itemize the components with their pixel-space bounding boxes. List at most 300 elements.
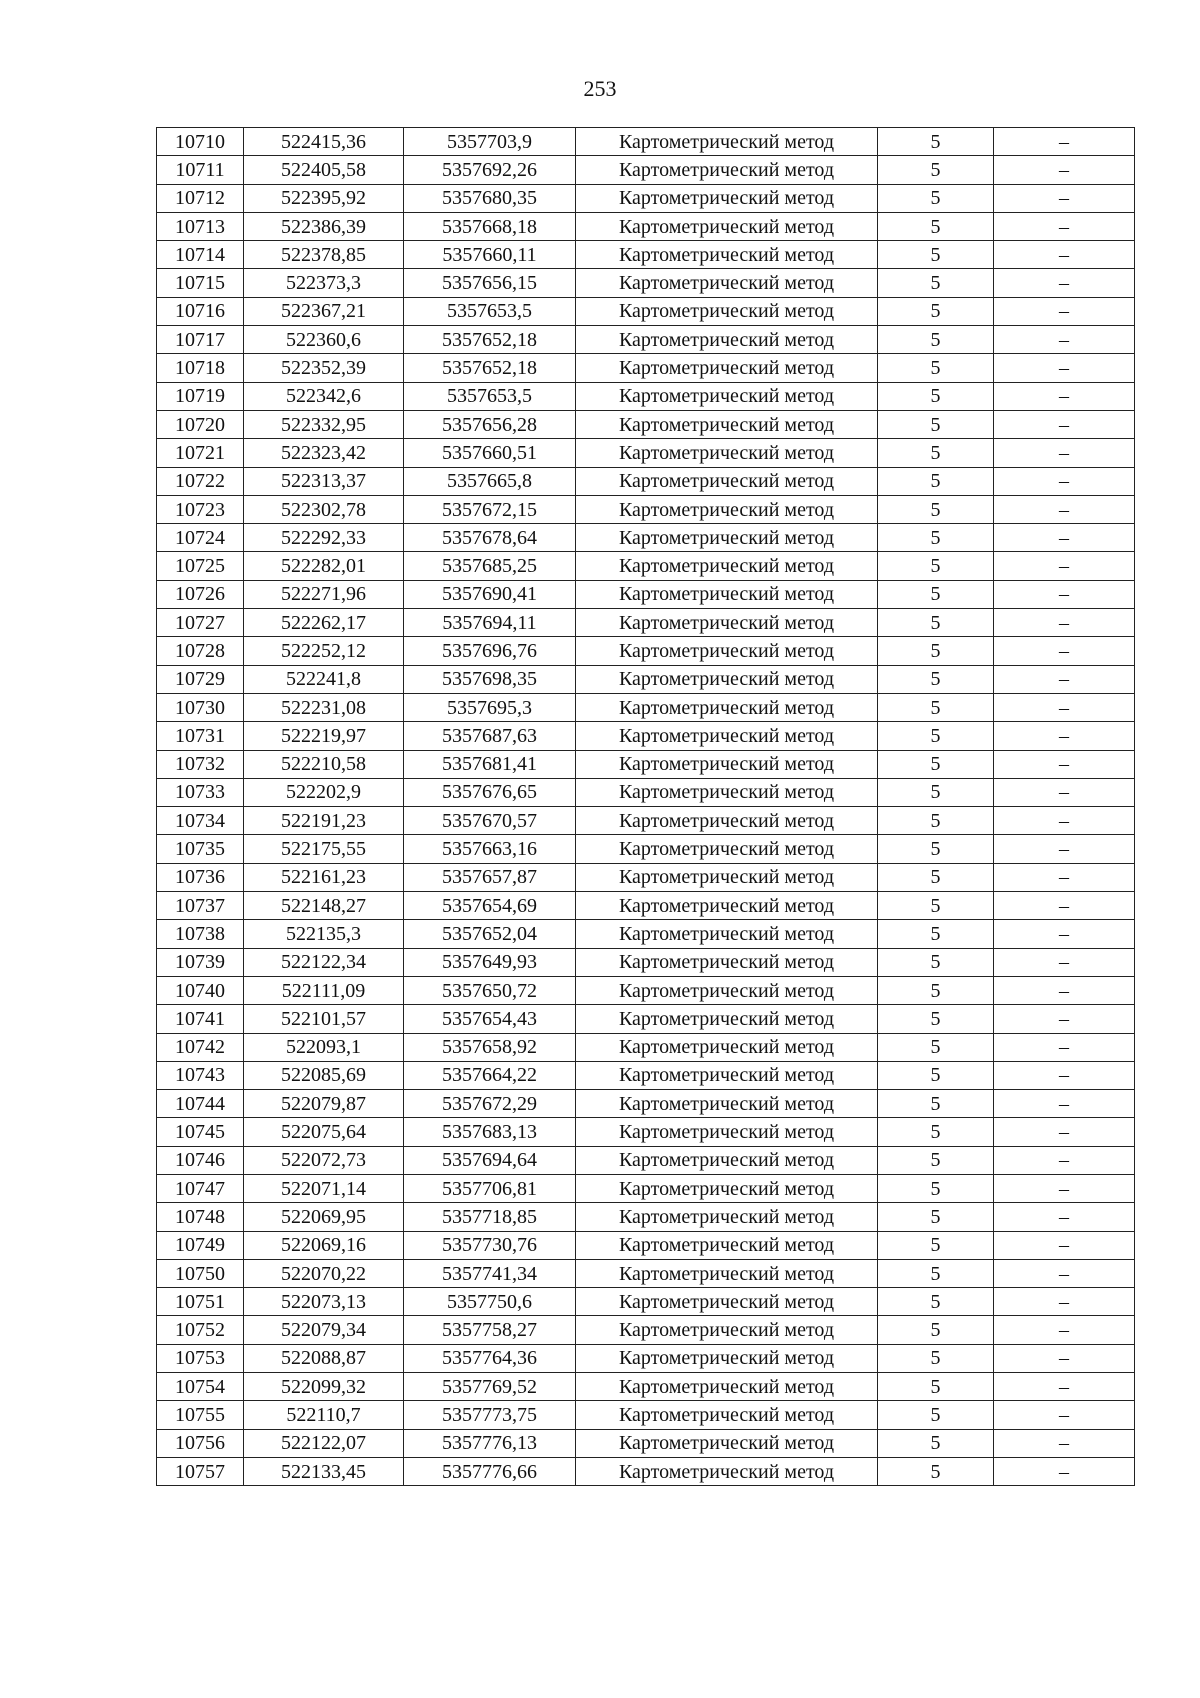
y-coordinate-cell: 5357690,41 xyxy=(404,580,576,608)
table-row xyxy=(157,1259,1135,1287)
method-cell: Картометрический метод xyxy=(576,212,878,240)
y-coordinate-cell: 5357730,76 xyxy=(404,1231,576,1259)
note-cell: – xyxy=(994,835,1135,863)
point-number-cell: 10718 xyxy=(157,354,244,382)
x-coordinate-cell: 522373,3 xyxy=(244,269,404,297)
accuracy-cell: 5 xyxy=(878,212,994,240)
note-cell: – xyxy=(994,326,1135,354)
y-coordinate-cell: 5357664,22 xyxy=(404,1061,576,1089)
note-cell: – xyxy=(994,609,1135,637)
accuracy-cell: 5 xyxy=(878,467,994,495)
x-coordinate-cell: 522262,17 xyxy=(244,609,404,637)
method-cell: Картометрический метод xyxy=(576,1118,878,1146)
note-cell: – xyxy=(994,184,1135,212)
method-cell: Картометрический метод xyxy=(576,835,878,863)
point-number-cell: 10726 xyxy=(157,580,244,608)
x-coordinate-cell: 522271,96 xyxy=(244,580,404,608)
accuracy-cell: 5 xyxy=(878,241,994,269)
accuracy-cell: 5 xyxy=(878,835,994,863)
table-row xyxy=(157,1231,1135,1259)
note-cell: – xyxy=(994,976,1135,1004)
table-row xyxy=(157,241,1135,269)
y-coordinate-cell: 5357776,66 xyxy=(404,1457,576,1485)
y-coordinate-cell: 5357698,35 xyxy=(404,665,576,693)
note-cell: – xyxy=(994,297,1135,325)
accuracy-cell: 5 xyxy=(878,580,994,608)
page-number: 253 xyxy=(583,76,617,101)
table-row xyxy=(157,1005,1135,1033)
y-coordinate-cell: 5357758,27 xyxy=(404,1316,576,1344)
note-cell: – xyxy=(994,1174,1135,1202)
method-cell: Картометрический метод xyxy=(576,1457,878,1485)
method-cell: Картометрический метод xyxy=(576,609,878,637)
x-coordinate-cell: 522073,13 xyxy=(244,1288,404,1316)
table-row xyxy=(157,1457,1135,1485)
table-row xyxy=(157,1203,1135,1231)
x-coordinate-cell: 522161,23 xyxy=(244,863,404,891)
accuracy-cell: 5 xyxy=(878,410,994,438)
note-cell: – xyxy=(994,1457,1135,1485)
x-coordinate-cell: 522282,01 xyxy=(244,552,404,580)
coordinates-table xyxy=(156,127,1135,1486)
x-coordinate-cell: 522360,6 xyxy=(244,326,404,354)
point-number-cell: 10729 xyxy=(157,665,244,693)
note-cell: – xyxy=(994,580,1135,608)
table-row xyxy=(157,750,1135,778)
x-coordinate-cell: 522395,92 xyxy=(244,184,404,212)
table-row xyxy=(157,1288,1135,1316)
table-row xyxy=(157,1373,1135,1401)
note-cell: – xyxy=(994,892,1135,920)
point-number-cell: 10733 xyxy=(157,778,244,806)
table-row xyxy=(157,354,1135,382)
point-number-cell: 10746 xyxy=(157,1146,244,1174)
note-cell: – xyxy=(994,778,1135,806)
table-row xyxy=(157,1401,1135,1429)
note-cell: – xyxy=(994,156,1135,184)
y-coordinate-cell: 5357660,11 xyxy=(404,241,576,269)
note-cell: – xyxy=(994,1344,1135,1372)
accuracy-cell: 5 xyxy=(878,524,994,552)
y-coordinate-cell: 5357668,18 xyxy=(404,212,576,240)
method-cell: Картометрический метод xyxy=(576,665,878,693)
note-cell: – xyxy=(994,1033,1135,1061)
accuracy-cell: 5 xyxy=(878,778,994,806)
table-row xyxy=(157,1061,1135,1089)
table-row xyxy=(157,722,1135,750)
accuracy-cell: 5 xyxy=(878,1401,994,1429)
point-number-cell: 10728 xyxy=(157,637,244,665)
table-row xyxy=(157,948,1135,976)
method-cell: Картометрический метод xyxy=(576,778,878,806)
table-row xyxy=(157,1146,1135,1174)
x-coordinate-cell: 522088,87 xyxy=(244,1344,404,1372)
note-cell: – xyxy=(994,241,1135,269)
x-coordinate-cell: 522135,3 xyxy=(244,920,404,948)
table-row xyxy=(157,665,1135,693)
accuracy-cell: 5 xyxy=(878,892,994,920)
table-row xyxy=(157,1429,1135,1457)
point-number-cell: 10719 xyxy=(157,382,244,410)
table-row xyxy=(157,128,1135,156)
method-cell: Картометрический метод xyxy=(576,410,878,438)
method-cell: Картометрический метод xyxy=(576,354,878,382)
note-cell: – xyxy=(994,354,1135,382)
method-cell: Картометрический метод xyxy=(576,580,878,608)
x-coordinate-cell: 522405,58 xyxy=(244,156,404,184)
method-cell: Картометрический метод xyxy=(576,1146,878,1174)
y-coordinate-cell: 5357718,85 xyxy=(404,1203,576,1231)
note-cell: – xyxy=(994,665,1135,693)
point-number-cell: 10715 xyxy=(157,269,244,297)
point-number-cell: 10720 xyxy=(157,410,244,438)
x-coordinate-cell: 522332,95 xyxy=(244,410,404,438)
method-cell: Картометрический метод xyxy=(576,1429,878,1457)
note-cell: – xyxy=(994,1288,1135,1316)
note-cell: – xyxy=(994,693,1135,721)
y-coordinate-cell: 5357680,35 xyxy=(404,184,576,212)
x-coordinate-cell: 522342,6 xyxy=(244,382,404,410)
x-coordinate-cell: 522079,87 xyxy=(244,1090,404,1118)
point-number-cell: 10740 xyxy=(157,976,244,1004)
point-number-cell: 10741 xyxy=(157,1005,244,1033)
note-cell: – xyxy=(994,807,1135,835)
table-row xyxy=(157,495,1135,523)
y-coordinate-cell: 5357676,65 xyxy=(404,778,576,806)
table-row xyxy=(157,212,1135,240)
method-cell: Картометрический метод xyxy=(576,892,878,920)
method-cell: Картометрический метод xyxy=(576,863,878,891)
note-cell: – xyxy=(994,552,1135,580)
y-coordinate-cell: 5357685,25 xyxy=(404,552,576,580)
note-cell: – xyxy=(994,439,1135,467)
note-cell: – xyxy=(994,1090,1135,1118)
x-coordinate-cell: 522241,8 xyxy=(244,665,404,693)
note-cell: – xyxy=(994,1005,1135,1033)
accuracy-cell: 5 xyxy=(878,297,994,325)
y-coordinate-cell: 5357663,16 xyxy=(404,835,576,863)
method-cell: Картометрический метод xyxy=(576,807,878,835)
y-coordinate-cell: 5357658,92 xyxy=(404,1033,576,1061)
y-coordinate-cell: 5357750,6 xyxy=(404,1288,576,1316)
point-number-cell: 10751 xyxy=(157,1288,244,1316)
accuracy-cell: 5 xyxy=(878,807,994,835)
x-coordinate-cell: 522075,64 xyxy=(244,1118,404,1146)
y-coordinate-cell: 5357696,76 xyxy=(404,637,576,665)
point-number-cell: 10712 xyxy=(157,184,244,212)
point-number-cell: 10754 xyxy=(157,1373,244,1401)
x-coordinate-cell: 522069,16 xyxy=(244,1231,404,1259)
method-cell: Картометрический метод xyxy=(576,467,878,495)
note-cell: – xyxy=(994,1401,1135,1429)
accuracy-cell: 5 xyxy=(878,269,994,297)
note-cell: – xyxy=(994,863,1135,891)
point-number-cell: 10722 xyxy=(157,467,244,495)
method-cell: Картометрический метод xyxy=(576,1344,878,1372)
y-coordinate-cell: 5357653,5 xyxy=(404,297,576,325)
x-coordinate-cell: 522122,07 xyxy=(244,1429,404,1457)
y-coordinate-cell: 5357672,15 xyxy=(404,495,576,523)
x-coordinate-cell: 522093,1 xyxy=(244,1033,404,1061)
note-cell: – xyxy=(994,1259,1135,1287)
table-body xyxy=(157,128,1135,1486)
y-coordinate-cell: 5357652,18 xyxy=(404,354,576,382)
accuracy-cell: 5 xyxy=(878,948,994,976)
point-number-cell: 10731 xyxy=(157,722,244,750)
method-cell: Картометрический метод xyxy=(576,1005,878,1033)
y-coordinate-cell: 5357694,11 xyxy=(404,609,576,637)
y-coordinate-cell: 5357656,28 xyxy=(404,410,576,438)
point-number-cell: 10736 xyxy=(157,863,244,891)
accuracy-cell: 5 xyxy=(878,326,994,354)
table-row xyxy=(157,156,1135,184)
accuracy-cell: 5 xyxy=(878,863,994,891)
accuracy-cell: 5 xyxy=(878,1288,994,1316)
method-cell: Картометрический метод xyxy=(576,269,878,297)
accuracy-cell: 5 xyxy=(878,1429,994,1457)
note-cell: – xyxy=(994,1146,1135,1174)
y-coordinate-cell: 5357652,04 xyxy=(404,920,576,948)
x-coordinate-cell: 522367,21 xyxy=(244,297,404,325)
point-number-cell: 10744 xyxy=(157,1090,244,1118)
point-number-cell: 10734 xyxy=(157,807,244,835)
table-row xyxy=(157,609,1135,637)
note-cell: – xyxy=(994,410,1135,438)
note-cell: – xyxy=(994,1203,1135,1231)
method-cell: Картометрический метод xyxy=(576,524,878,552)
x-coordinate-cell: 522069,95 xyxy=(244,1203,404,1231)
point-number-cell: 10737 xyxy=(157,892,244,920)
x-coordinate-cell: 522378,85 xyxy=(244,241,404,269)
point-number-cell: 10743 xyxy=(157,1061,244,1089)
note-cell: – xyxy=(994,1118,1135,1146)
table-row xyxy=(157,920,1135,948)
table-row xyxy=(157,1033,1135,1061)
point-number-cell: 10738 xyxy=(157,920,244,948)
x-coordinate-cell: 522210,58 xyxy=(244,750,404,778)
accuracy-cell: 5 xyxy=(878,1373,994,1401)
method-cell: Картометрический метод xyxy=(576,1288,878,1316)
note-cell: – xyxy=(994,948,1135,976)
accuracy-cell: 5 xyxy=(878,722,994,750)
x-coordinate-cell: 522110,7 xyxy=(244,1401,404,1429)
accuracy-cell: 5 xyxy=(878,184,994,212)
y-coordinate-cell: 5357660,51 xyxy=(404,439,576,467)
accuracy-cell: 5 xyxy=(878,495,994,523)
y-coordinate-cell: 5357706,81 xyxy=(404,1174,576,1202)
table-row xyxy=(157,1344,1135,1372)
table-row xyxy=(157,835,1135,863)
note-cell: – xyxy=(994,212,1135,240)
table-row xyxy=(157,778,1135,806)
table-row xyxy=(157,1090,1135,1118)
y-coordinate-cell: 5357773,75 xyxy=(404,1401,576,1429)
y-coordinate-cell: 5357683,13 xyxy=(404,1118,576,1146)
accuracy-cell: 5 xyxy=(878,1316,994,1344)
point-number-cell: 10742 xyxy=(157,1033,244,1061)
method-cell: Картометрический метод xyxy=(576,750,878,778)
method-cell: Картометрический метод xyxy=(576,1061,878,1089)
point-number-cell: 10723 xyxy=(157,495,244,523)
table-row xyxy=(157,1316,1135,1344)
accuracy-cell: 5 xyxy=(878,1061,994,1089)
table-row xyxy=(157,269,1135,297)
table-row xyxy=(157,580,1135,608)
x-coordinate-cell: 522148,27 xyxy=(244,892,404,920)
y-coordinate-cell: 5357678,64 xyxy=(404,524,576,552)
x-coordinate-cell: 522386,39 xyxy=(244,212,404,240)
x-coordinate-cell: 522072,73 xyxy=(244,1146,404,1174)
y-coordinate-cell: 5357741,34 xyxy=(404,1259,576,1287)
method-cell: Картометрический метод xyxy=(576,128,878,156)
note-cell: – xyxy=(994,750,1135,778)
method-cell: Картометрический метод xyxy=(576,326,878,354)
x-coordinate-cell: 522352,39 xyxy=(244,354,404,382)
x-coordinate-cell: 522070,22 xyxy=(244,1259,404,1287)
x-coordinate-cell: 522079,34 xyxy=(244,1316,404,1344)
table-row xyxy=(157,807,1135,835)
table-row xyxy=(157,892,1135,920)
y-coordinate-cell: 5357650,72 xyxy=(404,976,576,1004)
method-cell: Картометрический метод xyxy=(576,1203,878,1231)
accuracy-cell: 5 xyxy=(878,1231,994,1259)
point-number-cell: 10755 xyxy=(157,1401,244,1429)
method-cell: Картометрический метод xyxy=(576,1090,878,1118)
method-cell: Картометрический метод xyxy=(576,1401,878,1429)
accuracy-cell: 5 xyxy=(878,1118,994,1146)
point-number-cell: 10725 xyxy=(157,552,244,580)
point-number-cell: 10739 xyxy=(157,948,244,976)
note-cell: – xyxy=(994,269,1135,297)
accuracy-cell: 5 xyxy=(878,1005,994,1033)
point-number-cell: 10747 xyxy=(157,1174,244,1202)
note-cell: – xyxy=(994,1061,1135,1089)
table-row xyxy=(157,1118,1135,1146)
x-coordinate-cell: 522302,78 xyxy=(244,495,404,523)
y-coordinate-cell: 5357654,69 xyxy=(404,892,576,920)
table-row xyxy=(157,410,1135,438)
note-cell: – xyxy=(994,524,1135,552)
y-coordinate-cell: 5357764,36 xyxy=(404,1344,576,1372)
method-cell: Картометрический метод xyxy=(576,495,878,523)
point-number-cell: 10711 xyxy=(157,156,244,184)
note-cell: – xyxy=(994,1231,1135,1259)
table-row xyxy=(157,637,1135,665)
method-cell: Картометрический метод xyxy=(576,297,878,325)
method-cell: Картометрический метод xyxy=(576,552,878,580)
method-cell: Картометрический метод xyxy=(576,241,878,269)
method-cell: Картометрический метод xyxy=(576,1174,878,1202)
table-row xyxy=(157,863,1135,891)
y-coordinate-cell: 5357703,9 xyxy=(404,128,576,156)
point-number-cell: 10732 xyxy=(157,750,244,778)
x-coordinate-cell: 522292,33 xyxy=(244,524,404,552)
point-number-cell: 10749 xyxy=(157,1231,244,1259)
point-number-cell: 10714 xyxy=(157,241,244,269)
x-coordinate-cell: 522415,36 xyxy=(244,128,404,156)
y-coordinate-cell: 5357694,64 xyxy=(404,1146,576,1174)
point-number-cell: 10724 xyxy=(157,524,244,552)
method-cell: Картометрический метод xyxy=(576,184,878,212)
point-number-cell: 10757 xyxy=(157,1457,244,1485)
y-coordinate-cell: 5357656,15 xyxy=(404,269,576,297)
table-row xyxy=(157,184,1135,212)
method-cell: Картометрический метод xyxy=(576,1316,878,1344)
y-coordinate-cell: 5357687,63 xyxy=(404,722,576,750)
accuracy-cell: 5 xyxy=(878,1090,994,1118)
point-number-cell: 10735 xyxy=(157,835,244,863)
accuracy-cell: 5 xyxy=(878,693,994,721)
note-cell: – xyxy=(994,637,1135,665)
method-cell: Картометрический метод xyxy=(576,693,878,721)
accuracy-cell: 5 xyxy=(878,439,994,467)
method-cell: Картометрический метод xyxy=(576,156,878,184)
accuracy-cell: 5 xyxy=(878,750,994,778)
y-coordinate-cell: 5357657,87 xyxy=(404,863,576,891)
method-cell: Картометрический метод xyxy=(576,637,878,665)
table-row xyxy=(157,326,1135,354)
method-cell: Картометрический метод xyxy=(576,948,878,976)
accuracy-cell: 5 xyxy=(878,1146,994,1174)
accuracy-cell: 5 xyxy=(878,128,994,156)
point-number-cell: 10753 xyxy=(157,1344,244,1372)
y-coordinate-cell: 5357670,57 xyxy=(404,807,576,835)
note-cell: – xyxy=(994,722,1135,750)
point-number-cell: 10721 xyxy=(157,439,244,467)
method-cell: Картометрический метод xyxy=(576,1373,878,1401)
method-cell: Картометрический метод xyxy=(576,722,878,750)
accuracy-cell: 5 xyxy=(878,1174,994,1202)
x-coordinate-cell: 522191,23 xyxy=(244,807,404,835)
accuracy-cell: 5 xyxy=(878,552,994,580)
accuracy-cell: 5 xyxy=(878,354,994,382)
y-coordinate-cell: 5357769,52 xyxy=(404,1373,576,1401)
method-cell: Картометрический метод xyxy=(576,976,878,1004)
x-coordinate-cell: 522252,12 xyxy=(244,637,404,665)
accuracy-cell: 5 xyxy=(878,156,994,184)
y-coordinate-cell: 5357652,18 xyxy=(404,326,576,354)
y-coordinate-cell: 5357649,93 xyxy=(404,948,576,976)
accuracy-cell: 5 xyxy=(878,665,994,693)
note-cell: – xyxy=(994,382,1135,410)
y-coordinate-cell: 5357695,3 xyxy=(404,693,576,721)
y-coordinate-cell: 5357776,13 xyxy=(404,1429,576,1457)
y-coordinate-cell: 5357665,8 xyxy=(404,467,576,495)
table-row xyxy=(157,524,1135,552)
point-number-cell: 10713 xyxy=(157,212,244,240)
point-number-cell: 10745 xyxy=(157,1118,244,1146)
y-coordinate-cell: 5357653,5 xyxy=(404,382,576,410)
y-coordinate-cell: 5357681,41 xyxy=(404,750,576,778)
note-cell: – xyxy=(994,1373,1135,1401)
y-coordinate-cell: 5357672,29 xyxy=(404,1090,576,1118)
x-coordinate-cell: 522099,32 xyxy=(244,1373,404,1401)
point-number-cell: 10748 xyxy=(157,1203,244,1231)
table-row xyxy=(157,552,1135,580)
accuracy-cell: 5 xyxy=(878,1457,994,1485)
x-coordinate-cell: 522202,9 xyxy=(244,778,404,806)
x-coordinate-cell: 522085,69 xyxy=(244,1061,404,1089)
x-coordinate-cell: 522231,08 xyxy=(244,693,404,721)
method-cell: Картометрический метод xyxy=(576,920,878,948)
note-cell: – xyxy=(994,1316,1135,1344)
x-coordinate-cell: 522071,14 xyxy=(244,1174,404,1202)
accuracy-cell: 5 xyxy=(878,609,994,637)
point-number-cell: 10756 xyxy=(157,1429,244,1457)
table-row xyxy=(157,467,1135,495)
method-cell: Картометрический метод xyxy=(576,1033,878,1061)
point-number-cell: 10727 xyxy=(157,609,244,637)
